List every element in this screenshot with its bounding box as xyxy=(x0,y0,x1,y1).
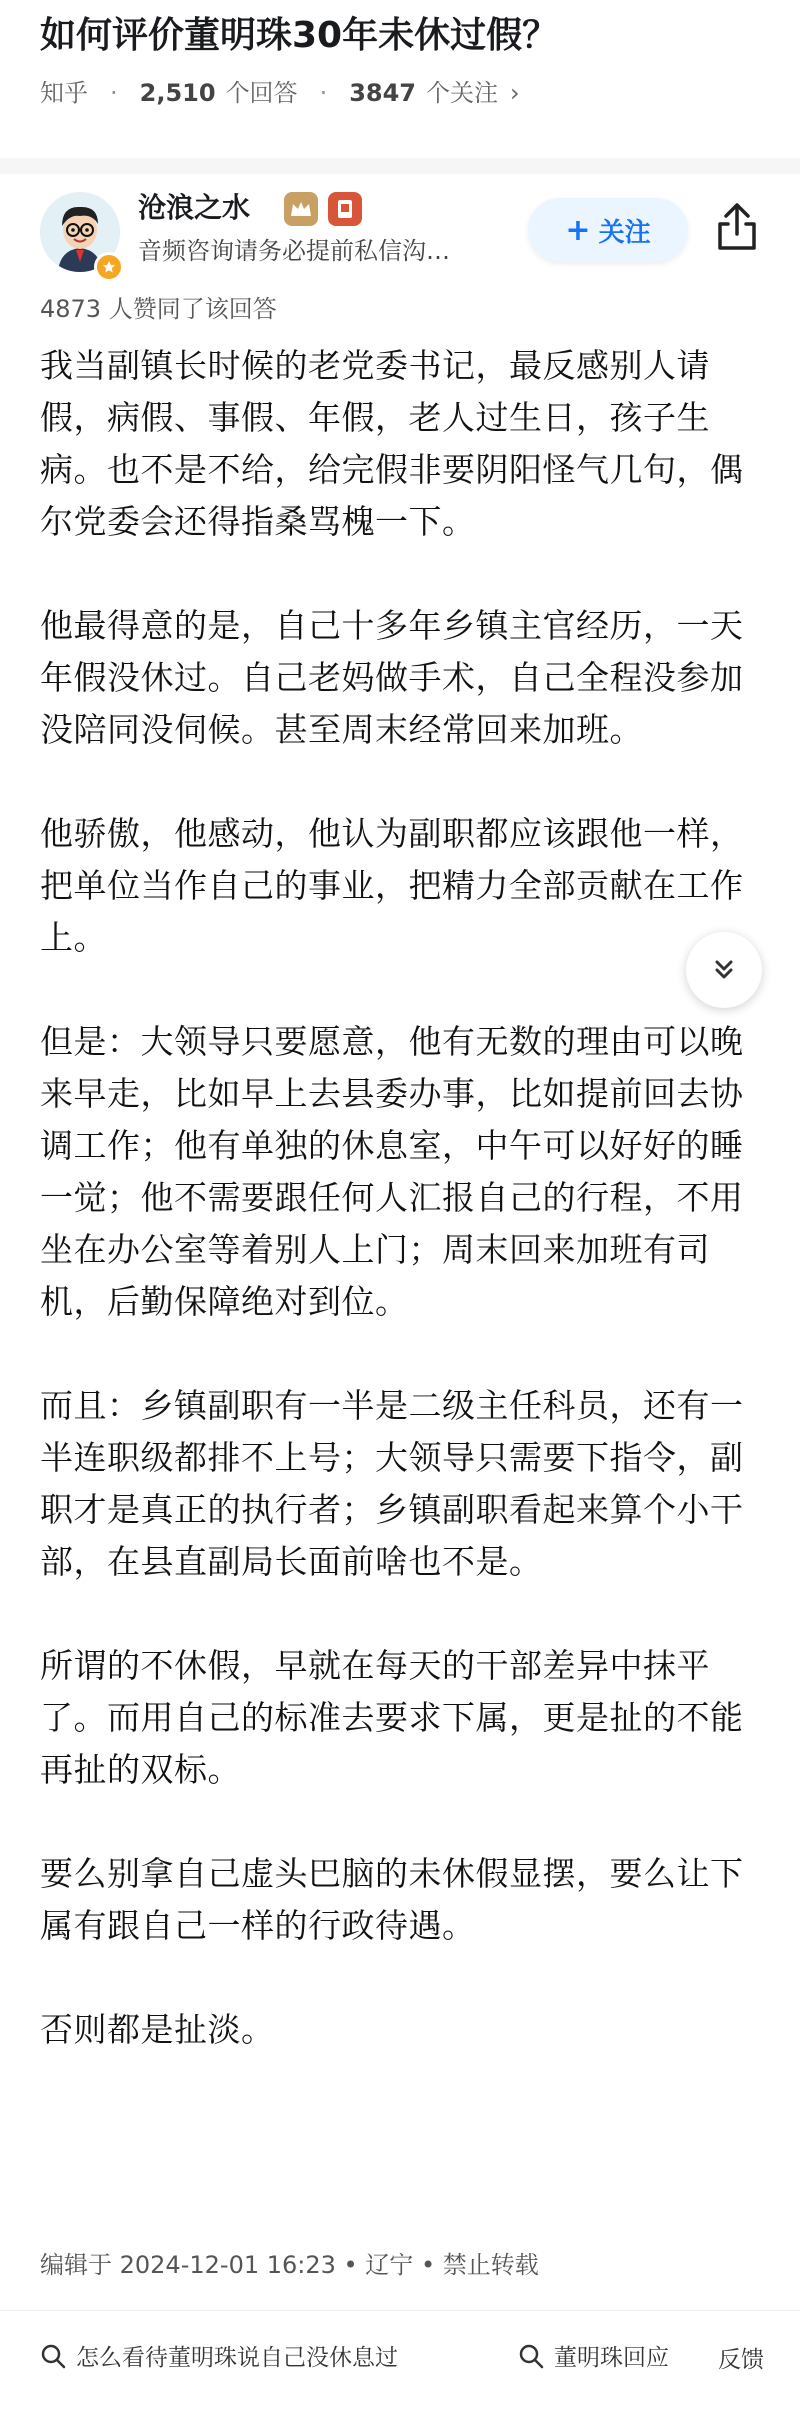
answer-paragraph: 要么别拿自己虚头巴脑的未休假显摆，要么让下属有跟自己一样的行政待遇。 xyxy=(40,1854,744,1945)
edit-meta: 编辑于 2024-12-01 16:23 • 辽宁 • 禁止转载 xyxy=(40,2251,539,2279)
answer-paragraph: 他最得意的是，自己十多年乡镇主官经历，一天年假没休过。自己老妈做手术，自己全程没参加没陪同没伺候。甚至周末经常回来加班。 xyxy=(40,606,744,749)
related-search-bar xyxy=(0,2310,800,2416)
crown-icon[interactable] xyxy=(284,192,318,226)
author-bio: 音频咨询请务必提前私信沟… xyxy=(138,237,450,265)
feedback-link[interactable]: 反馈 xyxy=(718,2347,764,2373)
question-header xyxy=(0,0,800,158)
follower-count-label[interactable]: 个关注 xyxy=(426,79,498,107)
share-icon[interactable] xyxy=(712,200,762,254)
answer-paragraph: 而且：乡镇副职有一半是二级主任科员，还有一半连职级都排不上号；大领导只需要下指令，副职才是真正的执行者；乡镇副职看起来算个小干部，在县直副局长面前啥也不是。 xyxy=(40,1386,744,1581)
follow-button[interactable] xyxy=(528,198,688,262)
answer-paragraph: 但是：大领导只要愿意，他有无数的理由可以晚来早走，比如早上去县委办事，比如提前回去协调工作；他有单独的休息室，中午可以好好的睡一觉；他不需要跟任何人汇报自己的行程，不用坐在办公室等着别人上门；周末回来加班有司机，后勤保障绝对到位。 xyxy=(40,1022,744,1321)
related-search-1[interactable] xyxy=(40,2339,398,2372)
section-divider xyxy=(0,158,800,174)
search-icon xyxy=(40,2343,66,2369)
site-name[interactable]: 知乎 xyxy=(40,79,88,107)
meta-separator: · xyxy=(110,79,118,107)
author-card xyxy=(0,174,800,334)
related-search-text: 董明珠回应 xyxy=(554,2345,669,2371)
related-search-2[interactable] xyxy=(518,2339,669,2372)
medal-icon[interactable] xyxy=(328,192,362,226)
question-meta xyxy=(40,76,520,110)
answer-count-label: 个回答 xyxy=(225,79,298,107)
answer-paragraph: 所谓的不休假，早就在每天的干部差异中抹平了。而用自己的标准去要求下属，更是扯的不能再扯的双标。 xyxy=(40,1646,744,1789)
double-chevron-down-icon xyxy=(709,955,739,985)
follow-label: 关注 xyxy=(598,217,651,248)
answer-paragraph: 否则都是扯淡。 xyxy=(40,2010,275,2049)
chevron-right-icon[interactable]: › xyxy=(510,79,520,107)
question-title[interactable]: 如何评价董明珠30年未休过假？ xyxy=(40,15,559,56)
answer-paragraph: 我当副镇长时候的老党委书记，最反感别人请假，病假、事假、年假，老人过生日，孩子生病。也不是不给，给完假非要阴阳怪气几句，偶尔党委会还得指桑骂槐一下。 xyxy=(40,346,744,541)
related-search-text: 怎么看待董明珠说自己没休息过 xyxy=(76,2345,398,2371)
answer-count: 2,510 xyxy=(139,79,216,107)
follower-count: 3847 xyxy=(349,79,416,107)
author-name[interactable]: 沧浪之水 xyxy=(138,191,251,224)
search-icon xyxy=(518,2343,544,2369)
plus-icon: + xyxy=(565,212,591,248)
meta-separator: · xyxy=(319,79,328,107)
like-count: 4873 人赞同了该回答 xyxy=(40,295,277,323)
answer-paragraph: 他骄傲，他感动，他认为副职都应该跟他一样，把单位当作自己的事业，把精力全部贡献在工作上。 xyxy=(40,814,744,957)
verified-badge-icon xyxy=(94,252,124,282)
answer-body xyxy=(40,340,770,2056)
expand-button[interactable] xyxy=(686,932,762,1008)
